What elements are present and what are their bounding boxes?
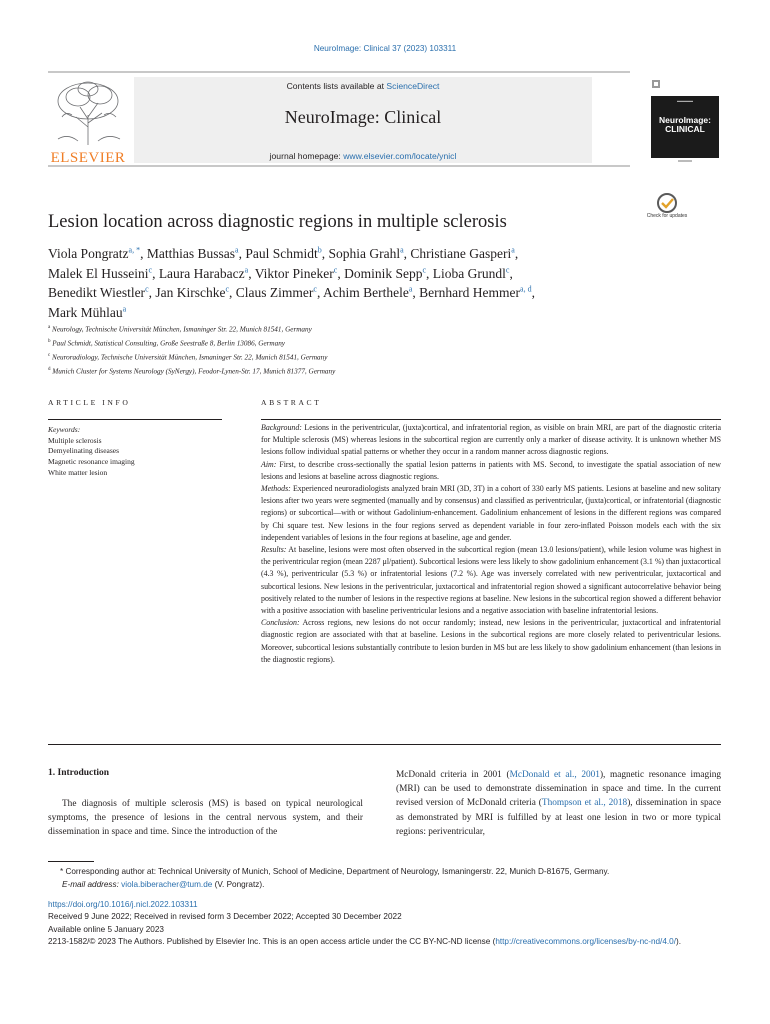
email-label: E-mail address: bbox=[62, 879, 122, 889]
author-separator: , bbox=[514, 246, 519, 261]
abstract-section-label: Background: bbox=[261, 423, 302, 432]
cover-title: NeuroImage: CLINICAL bbox=[659, 115, 711, 134]
author-separator: , bbox=[337, 265, 345, 281]
author-separator: , bbox=[509, 265, 513, 281]
author-affiliation-marker[interactable]: a bbox=[511, 245, 515, 255]
author-name[interactable]: Viktor Pineker bbox=[254, 265, 334, 281]
abstract-paragraph bbox=[261, 617, 721, 666]
introduction-text-2b: ), magnetic resonance imaging (MRI) can be used to demonstrate dissemination in space and time. In the current revised version of McDonald criteria ( bbox=[396, 770, 721, 809]
author-affiliation-marker[interactable]: c bbox=[225, 284, 230, 294]
author-affiliation-marker[interactable]: c bbox=[505, 265, 510, 274]
author-name[interactable]: Bernhard Hemmer bbox=[419, 285, 521, 300]
affiliation-text: Munich Cluster for Systems Neurology (SyNergy), Feodor-Lynen-Str. 17, Munich 81377, Germany bbox=[52, 367, 336, 376]
introduction-text-1: The diagnosis of multiple sclerosis (MS) is based on typical neurological symptoms, the presence of lesions in the central nervous system, and their dissemination in space and time. Since the introduction of the bbox=[48, 799, 363, 838]
author-name[interactable]: Malek El Husseini bbox=[48, 265, 149, 281]
author-name[interactable]: Dominik Sepp bbox=[344, 265, 423, 281]
front-matter-rule bbox=[48, 744, 721, 745]
abstract-section-label: Aim: bbox=[261, 459, 277, 469]
email-suffix: (V. Pongratz). bbox=[212, 879, 265, 889]
author-name[interactable]: Lioba Grundl bbox=[432, 265, 506, 281]
author-name[interactable]: Christiane Gasperi bbox=[410, 246, 512, 261]
license-prefix: 2213-1582/© 2023 The Authors. Published by Elsevier Inc. This is an open access article under the CC BY-NC-ND license ( bbox=[48, 936, 496, 946]
author-name[interactable]: Jan Kirschke bbox=[155, 285, 226, 300]
author-affiliation-marker[interactable]: a, d bbox=[520, 284, 532, 294]
author-affiliation-marker[interactable]: a bbox=[122, 304, 127, 313]
article-title: Lesion location across diagnostic regions in multiple sclerosis bbox=[48, 212, 507, 232]
abstract-paragraph bbox=[261, 544, 721, 617]
author-affiliation-marker[interactable]: a bbox=[408, 284, 413, 294]
affiliation-marker: b bbox=[48, 338, 51, 344]
introduction-column-1 bbox=[48, 797, 363, 840]
homepage-prefix: journal homepage: bbox=[269, 151, 344, 161]
author-name[interactable]: Mark Mühlau bbox=[48, 304, 123, 320]
journal-reference[interactable]: NeuroImage: Clinical 37 (2023) 103311 bbox=[313, 44, 457, 53]
publisher-wordmark: ELSEVIER bbox=[50, 150, 126, 166]
abstract-paragraph bbox=[261, 459, 721, 483]
author-separator: , bbox=[152, 265, 159, 281]
ref-thompson-2018[interactable]: Thompson et al., 2018 bbox=[541, 798, 628, 809]
author-separator: , bbox=[403, 246, 411, 261]
author-separator: , bbox=[426, 265, 433, 281]
affiliations bbox=[48, 322, 728, 378]
author-affiliation-marker[interactable]: c bbox=[145, 284, 149, 294]
abstract-section-text: At baseline, lesions were most often observed in the subcortical region (mean 13.0 lesions/patient), while lesion volume was highest in the periventricular region (mean 2287 μl/patient). Subcortical lesions were less likely to show gadolinium enhancement (3.1 %) than juxtacortical (4.3 %), periventricular (5.3 %) or infratentorial lesions (7.2 %). Age was inversely correlated with new periventricular, juxtacortical and subcortical lesions. New lesions in the periventricular, juxtacortical and infratentorial region showed a significant autocorrelative behavior being positively related to the number of lesions in the respective regions at baseline. New lesions in the subcortical region showed a different behavior with a positive association with baseline periventricular lesions and a negative association with baseline infratentorial lesions. bbox=[261, 545, 721, 616]
article-info-rule bbox=[48, 419, 222, 420]
journal-cover-image[interactable] bbox=[651, 96, 719, 158]
author-affiliation-marker[interactable]: c bbox=[333, 265, 338, 274]
check-for-updates-label[interactable]: Check for updates bbox=[646, 213, 688, 219]
cover-caption-line bbox=[678, 160, 692, 162]
check-for-updates-icon[interactable] bbox=[648, 192, 686, 228]
affiliation-text: Neurology, Technische Universität München, Ismaninger Str. 22, Munich 81541, Germany bbox=[52, 325, 312, 334]
author-separator: , bbox=[148, 285, 156, 300]
author-name[interactable]: Benedikt Wiestler bbox=[48, 285, 146, 300]
license-statement bbox=[48, 936, 723, 948]
ref-mcdonald-2001[interactable]: McDonald et al., 2001 bbox=[509, 770, 600, 780]
journal-title: NeuroImage: Clinical bbox=[284, 107, 442, 127]
author-affiliation-marker[interactable]: a bbox=[400, 245, 404, 255]
abstract-paragraph bbox=[261, 422, 721, 459]
affiliation-item bbox=[48, 336, 728, 350]
abstract-body bbox=[261, 422, 721, 666]
abstract-section-label: Results: bbox=[261, 545, 287, 555]
author-affiliation-marker[interactable]: a bbox=[235, 245, 239, 255]
keyword-item: Demyelinating diseases bbox=[48, 446, 120, 456]
keywords-label: Keywords: bbox=[48, 425, 81, 434]
abstract-section-text: Experienced neuroradiologists analyzed brain MRI (3D, 3T) in a cohort of 330 early MS patients. Lesions at baseline and new solitary lesions after two years were segmented (manually and by consensus) and classified as periventricular, (juxta)cortical, or infratentorial (diagnostic regions) or subcortical—with or without Gadolinium-enhancement. Gadolinium enhancement of lesions in the different regions was compared by Chi square test. New lesions in the four regions served as dependent variable in four zero-inflated Poisson models each with the six independent variables of lesions in the four regions at baseline, age and gender. bbox=[261, 484, 721, 542]
abstract-rule bbox=[261, 419, 721, 420]
received-dates: Received 9 June 2022; Received in revised form 3 December 2022; Accepted 30 December 2022 bbox=[48, 912, 402, 922]
affiliation-item bbox=[48, 322, 728, 336]
footnote-star: * bbox=[60, 867, 64, 876]
abstract-heading: ABSTRACT bbox=[261, 398, 322, 407]
footnote-text: Corresponding author at: Technical University of Munich, School of Medicine, Department of Neurology, Ismaningerstr. 22, Munich D-81675, Germany. bbox=[63, 867, 610, 876]
author-name[interactable]: Sophia Grahl bbox=[328, 246, 401, 261]
author-affiliation-marker[interactable]: b bbox=[317, 245, 322, 255]
author-list bbox=[48, 244, 728, 322]
author-affiliation-marker[interactable]: a, * bbox=[128, 245, 141, 255]
author-separator: , bbox=[238, 246, 246, 261]
cover-decoration: ▬▬▬▬ bbox=[677, 98, 693, 103]
sciencedirect-link[interactable]: ScienceDirect bbox=[386, 81, 440, 91]
author-name[interactable]: Viola Pongratz bbox=[48, 246, 129, 261]
author-separator: , bbox=[321, 246, 329, 261]
author-name[interactable]: Paul Schmidt bbox=[245, 246, 318, 261]
introduction-text-2a: McDonald criteria in 2001 ( bbox=[396, 770, 510, 780]
affiliation-item bbox=[48, 350, 728, 364]
introduction-column-2 bbox=[396, 768, 721, 839]
abstract-section-label: Conclusion: bbox=[261, 618, 300, 628]
keyword-item: White matter lesion bbox=[48, 467, 108, 477]
available-online: Available online 5 January 2023 bbox=[48, 924, 164, 934]
affiliation-marker: d bbox=[48, 366, 51, 372]
homepage-link[interactable]: www.elsevier.com/locate/ynicl bbox=[343, 151, 457, 161]
affiliation-text: Neuroradiology, Technische Universität München, Ismaninger Str. 22, Munich 81541, Germany bbox=[52, 353, 328, 362]
affiliation-item bbox=[48, 364, 728, 378]
email-link[interactable]: viola.biberacher@tum.de bbox=[121, 879, 213, 889]
footnote-rule bbox=[48, 861, 94, 862]
author-separator: , bbox=[248, 265, 255, 281]
author-affiliation-marker[interactable]: c bbox=[313, 284, 317, 294]
article-info-heading: ARTICLE INFO bbox=[48, 398, 131, 407]
author-name[interactable]: Matthias Bussas bbox=[146, 246, 235, 261]
keyword-item: Magnetic resonance imaging bbox=[48, 457, 135, 467]
open-access-icon bbox=[651, 76, 661, 86]
abstract-section-text: Across regions, new lesions do not occur randomly; instead, new lesions in the periventricular, juxtacortical and infratentorial diagnostic region are associated with that at baseline. Lesions in the subcortical regions are more closely related to periventricular lesions. Moreover, subcortical lesions substantially contribute to lesion burden in MS but are less likely to show gadolinium enhancement (than lesions in the diagnostic regions). bbox=[261, 618, 721, 664]
corresponding-author-footnote bbox=[48, 866, 728, 891]
author-separator: , bbox=[531, 285, 535, 300]
affiliation-marker: a bbox=[48, 325, 51, 330]
author-name[interactable]: Achim Berthele bbox=[323, 285, 409, 300]
introduction-heading: 1. Introduction bbox=[48, 768, 110, 778]
license-suffix: ). bbox=[676, 936, 682, 946]
keywords-block bbox=[48, 425, 228, 479]
author-affiliation-marker[interactable]: c bbox=[148, 265, 153, 274]
author-affiliation-marker[interactable]: c bbox=[422, 265, 427, 274]
publication-info bbox=[48, 899, 723, 948]
abstract-section-text: Lesions in the periventricular, (juxta)cortical, and infratentorial region, as visible on brain MRI, are part of the diagnostic criteria for Multiple sclerosis (MS) whereas lesions in the subcortical region are currently only a marker of disease activity. It is unknown whether MS lesions follow individual spatial patterns or whether they occur in a random manner across diagnostic regions. bbox=[261, 423, 721, 457]
abstract-paragraph bbox=[261, 483, 721, 544]
author-separator: , bbox=[412, 285, 420, 300]
author-name[interactable]: Claus Zimmer bbox=[235, 285, 314, 300]
affiliation-marker: c bbox=[48, 352, 51, 358]
author-separator: , bbox=[140, 246, 147, 261]
affiliation-text: Paul Schmidt, Statistical Consulting, Große Seestraße 8, Berlin 13086, Germany bbox=[52, 339, 286, 348]
abstract-section-label: Methods: bbox=[261, 484, 291, 494]
author-separator: , bbox=[229, 285, 236, 300]
keyword-item: Multiple sclerosis bbox=[48, 435, 102, 445]
license-link[interactable]: http://creativecommons.org/licenses/by-nc-nd/4.0/ bbox=[495, 936, 676, 946]
introduction-text-2c: ), dissemination in space as demonstrated by MRI is fulfilled by at least one lesion in two or more typical regions: periventricular, bbox=[396, 798, 722, 837]
contents-prefix: Contents lists available at bbox=[286, 81, 387, 91]
author-separator: , bbox=[316, 285, 323, 300]
journal-homepage-line bbox=[134, 151, 592, 161]
contents-lists-line bbox=[134, 81, 592, 91]
abstract-section-text: First, to describe cross-sectionally the spatial lesion patterns in patients with MS. Second, to investigate the spatial association of new lesions and lesions at baseline across diagnostic regions. bbox=[261, 459, 721, 481]
doi-link[interactable]: https://doi.org/10.1016/j.nicl.2022.103311 bbox=[48, 900, 198, 909]
author-affiliation-marker[interactable]: a bbox=[244, 265, 249, 274]
author-name[interactable]: Laura Harabacz bbox=[158, 265, 245, 281]
